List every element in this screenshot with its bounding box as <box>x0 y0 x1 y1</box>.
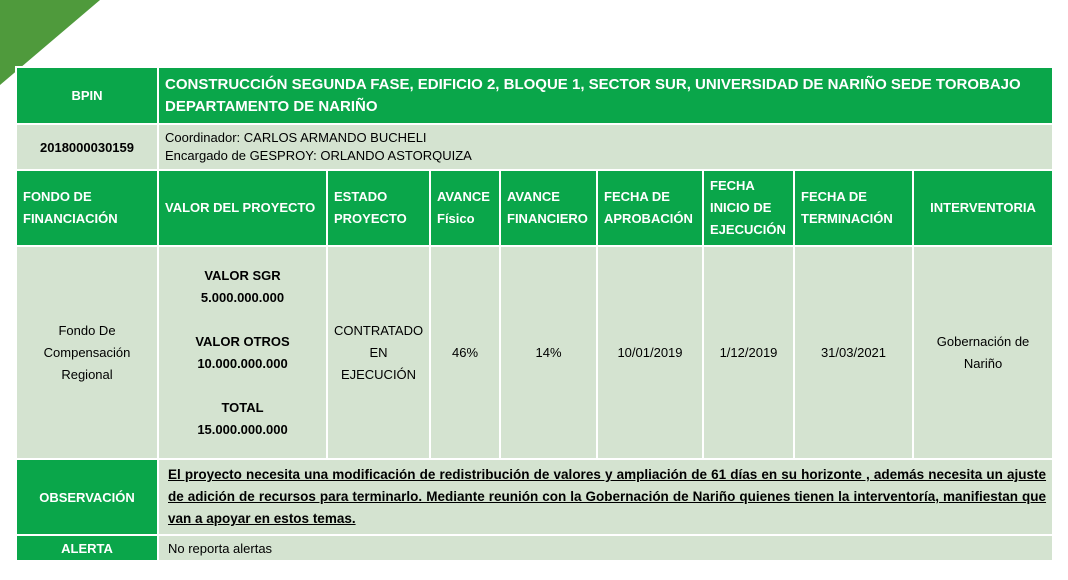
col-avance-financiero: AVANCE FINANCIERO <box>500 170 597 246</box>
title-row <box>16 67 1053 124</box>
encargado: Encargado de GESPROY: ORLANDO ASTORQUIZA <box>165 148 472 163</box>
cell-fondo: Fondo De Compensación Regional <box>16 246 158 459</box>
alerta-label: ALERTA <box>16 535 158 561</box>
total: 15.000.000.000 <box>197 421 288 437</box>
total-label: TOTAL <box>221 399 264 415</box>
column-header-row <box>16 170 1053 246</box>
col-fecha-inicio: FECHA INICIO DE EJECUCIÓN <box>703 170 794 246</box>
project-table <box>15 66 1054 562</box>
data-row <box>16 246 1053 459</box>
project-title-line2: DEPARTAMENTO DE NARIÑO <box>165 97 378 115</box>
col-valor: VALOR DEL PROYECTO <box>158 170 327 246</box>
cell-fecha-aprobacion: 10/01/2019 <box>597 246 703 459</box>
project-title <box>158 67 1053 124</box>
col-fondo: FONDO DE FINANCIACIÓN <box>16 170 158 246</box>
cell-interventoria: Gobernación de Nariño <box>913 246 1053 459</box>
alerta-row <box>16 535 1053 561</box>
col-fecha-terminacion: FECHA DE TERMINACIÓN <box>794 170 913 246</box>
bpin-value: 2018000030159 <box>16 124 158 170</box>
bpin-label: BPIN <box>16 67 158 124</box>
observacion-row <box>16 459 1053 535</box>
cell-valor <box>158 246 327 459</box>
cell-avance-fisico: 46% <box>430 246 500 459</box>
observacion-label: OBSERVACIÓN <box>16 459 158 535</box>
info-row <box>16 124 1053 170</box>
col-interventoria: INTERVENTORIA <box>913 170 1053 246</box>
cell-avance-financiero: 14% <box>500 246 597 459</box>
alerta-text: No reporta alertas <box>158 535 1053 561</box>
col-avance-fisico: AVANCE Físico <box>430 170 500 246</box>
col-estado: ESTADO PROYECTO <box>327 170 430 246</box>
responsables <box>158 124 1053 170</box>
cell-estado: CONTRATADO EN EJECUCIÓN <box>327 246 430 459</box>
valor-otros: 10.000.000.000 <box>197 355 288 371</box>
valor-otros-label: VALOR OTROS <box>195 333 290 349</box>
cell-fecha-inicio: 1/12/2019 <box>703 246 794 459</box>
valor-sgr-label: VALOR SGR <box>204 267 281 283</box>
project-title-line1: CONSTRUCCIÓN SEGUNDA FASE, EDIFICIO 2, BLOQUE 1, SECTOR SUR, UNIVERSIDAD DE NARIÑO SEDE TOROBAJO <box>165 75 1021 93</box>
cell-fecha-terminacion: 31/03/2021 <box>794 246 913 459</box>
coordinador: Coordinador: CARLOS ARMANDO BUCHELI <box>165 130 427 145</box>
valor-sgr: 5.000.000.000 <box>200 289 285 305</box>
observacion-text: El proyecto necesita una modificación de redistribución de valores y ampliación de 61 días en su horizonte , además necesita un ajuste de adición de recursos para terminarlo. Mediante reunión con la Gobernación de Nariño quienes tienen la interventoría, manifiestan que van a apoyar en estos temas. <box>158 459 1053 535</box>
col-fecha-aprobacion: FECHA DE APROBACIÓN <box>597 170 703 246</box>
